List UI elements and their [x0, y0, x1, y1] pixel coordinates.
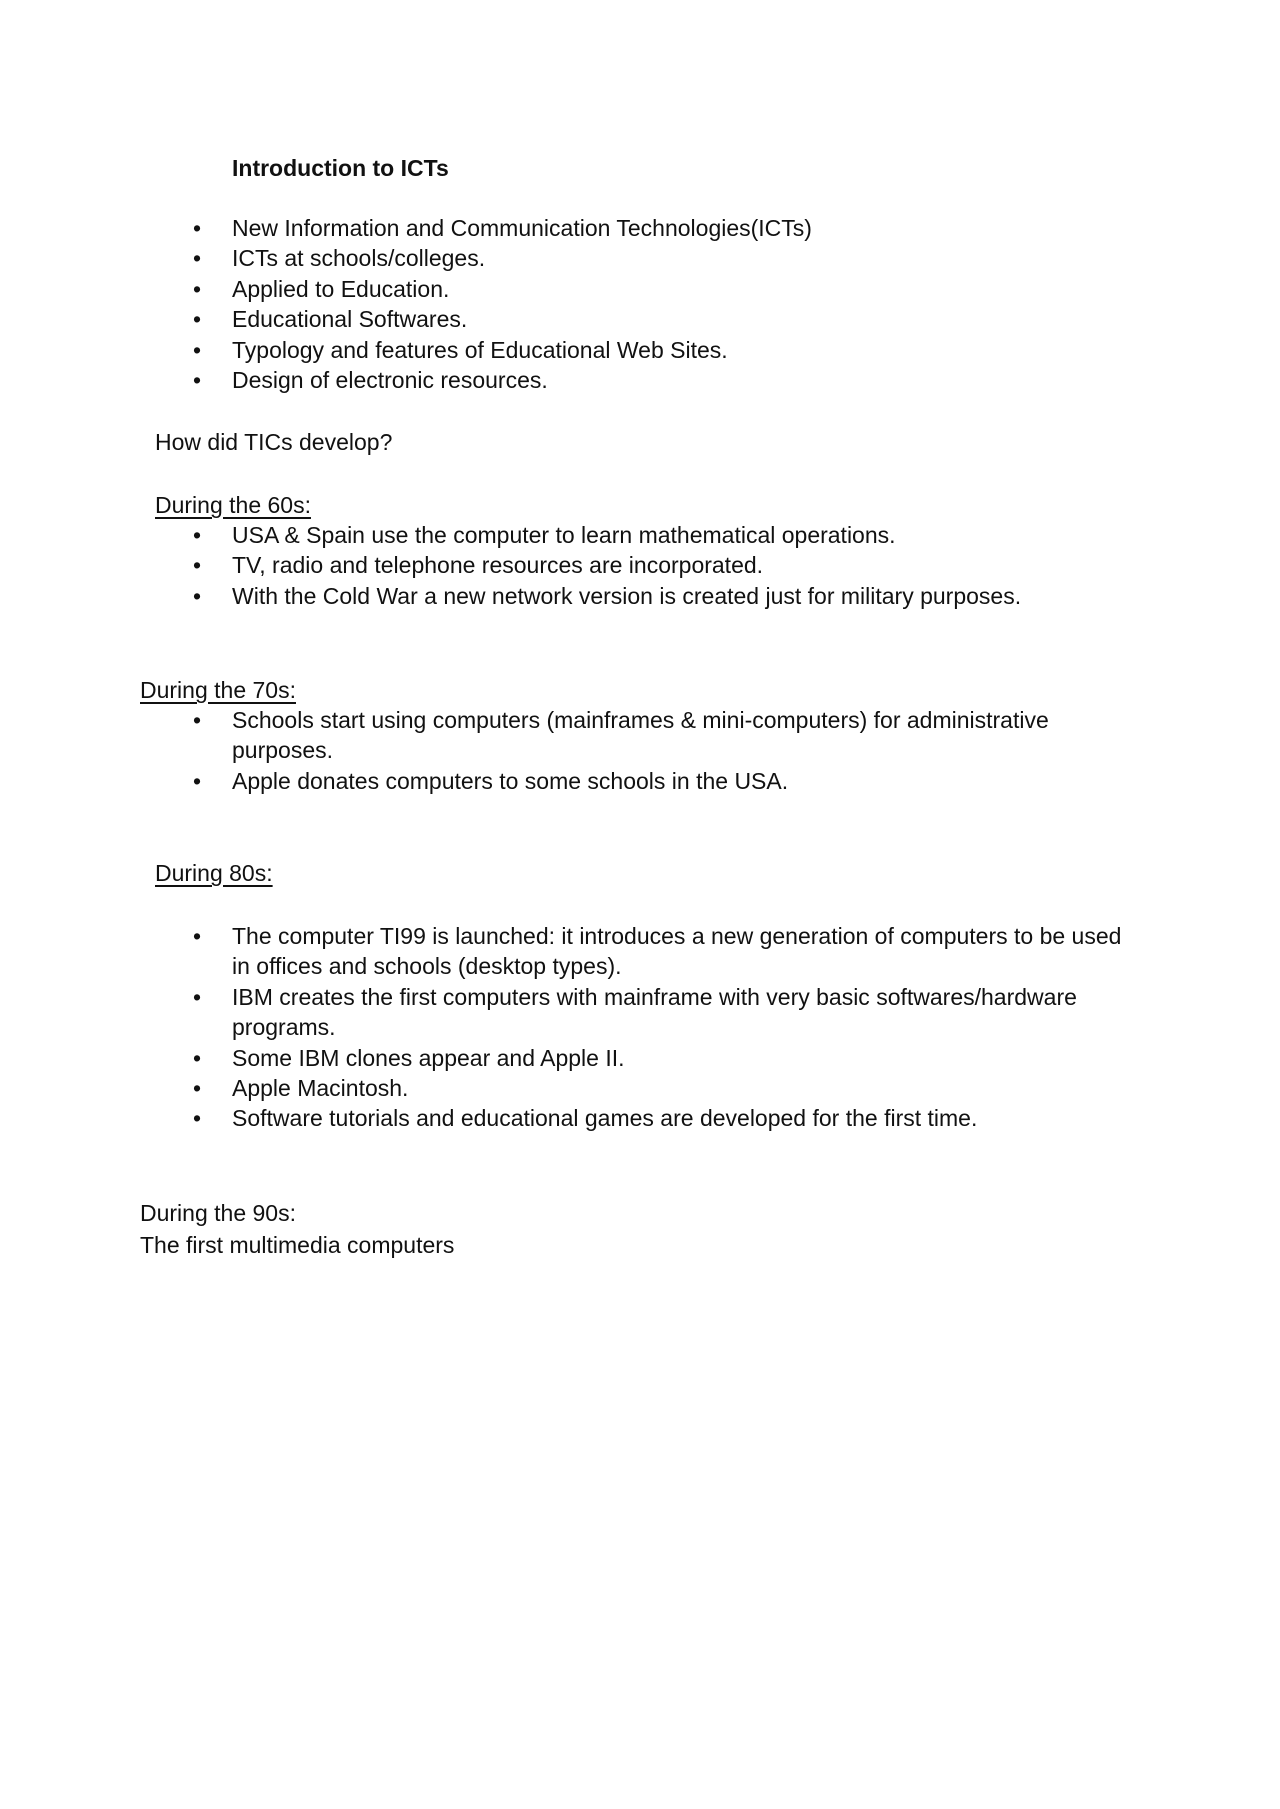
- bullet-icon: •: [193, 1044, 202, 1071]
- list-item: • Apple Macintosh.: [0, 1073, 1132, 1103]
- list-item: • Applied to Education.: [0, 274, 1132, 304]
- seventies-list: [0, 705, 1132, 796]
- bullet-icon: •: [193, 275, 202, 302]
- list-item: • With the Cold War a new network version is created just for military purposes.: [0, 581, 1132, 611]
- eighties-list: [0, 921, 1132, 1134]
- bullet-icon: •: [193, 306, 202, 333]
- list-item: • Design of electronic resources.: [0, 365, 1132, 395]
- list-item: • New Information and Communication Technologies(ICTs): [0, 213, 1132, 243]
- bullet-icon: •: [193, 367, 202, 394]
- bullet-icon: •: [193, 552, 202, 579]
- list-item: • USA & Spain use the computer to learn mathematical operations.: [0, 520, 1132, 550]
- question-text: How did TICs develop?: [155, 429, 393, 455]
- intro-list: [0, 213, 1132, 395]
- bullet-icon: •: [193, 983, 202, 1010]
- bullet-icon: •: [193, 215, 202, 241]
- list-item: • ICTs at schools/colleges.: [0, 243, 1132, 273]
- list-item: • Schools start using computers (mainframes & mini-computers) for administrative purposes.: [193, 707, 1049, 764]
- bullet-icon: •: [193, 1075, 202, 1102]
- bullet-icon: •: [193, 245, 202, 272]
- eighties-heading: During 80s:: [155, 860, 273, 886]
- seventies-heading: During the 70s:: [140, 677, 296, 703]
- bullet-icon: •: [193, 923, 202, 949]
- bullet-icon: •: [193, 1105, 202, 1132]
- page-title: Introduction to ICTs: [232, 155, 449, 181]
- sixties-list: [0, 520, 1132, 611]
- bullet-icon: •: [193, 767, 202, 794]
- bullet-icon: •: [193, 336, 202, 363]
- bullet-icon: •: [193, 522, 202, 548]
- bullet-icon: •: [193, 707, 202, 733]
- list-item: • IBM creates the first computers with mainframe with very basic softwares/hardware programs.: [193, 983, 1077, 1041]
- list-item: • Software tutorials and educational games are developed for the first time.: [0, 1103, 1132, 1133]
- list-item: • TV, radio and telephone resources are incorporated.: [0, 550, 1132, 580]
- list-item: • Apple donates computers to some schools in the USA.: [0, 766, 1132, 796]
- list-item: • The computer TI99 is launched: it introduces a new generation of computers to be used in offices and schools (desktop types).: [193, 923, 1122, 980]
- nineties-heading: During the 90s:: [140, 1200, 296, 1226]
- list-item: • Typology and features of Educational Web Sites.: [0, 335, 1132, 365]
- list-item: • Educational Softwares.: [0, 304, 1132, 334]
- bullet-icon: •: [193, 582, 202, 609]
- nineties-text: The first multimedia computers: [140, 1232, 455, 1258]
- sixties-heading: During the 60s:: [155, 492, 311, 518]
- list-item: • Some IBM clones appear and Apple II.: [0, 1043, 1132, 1073]
